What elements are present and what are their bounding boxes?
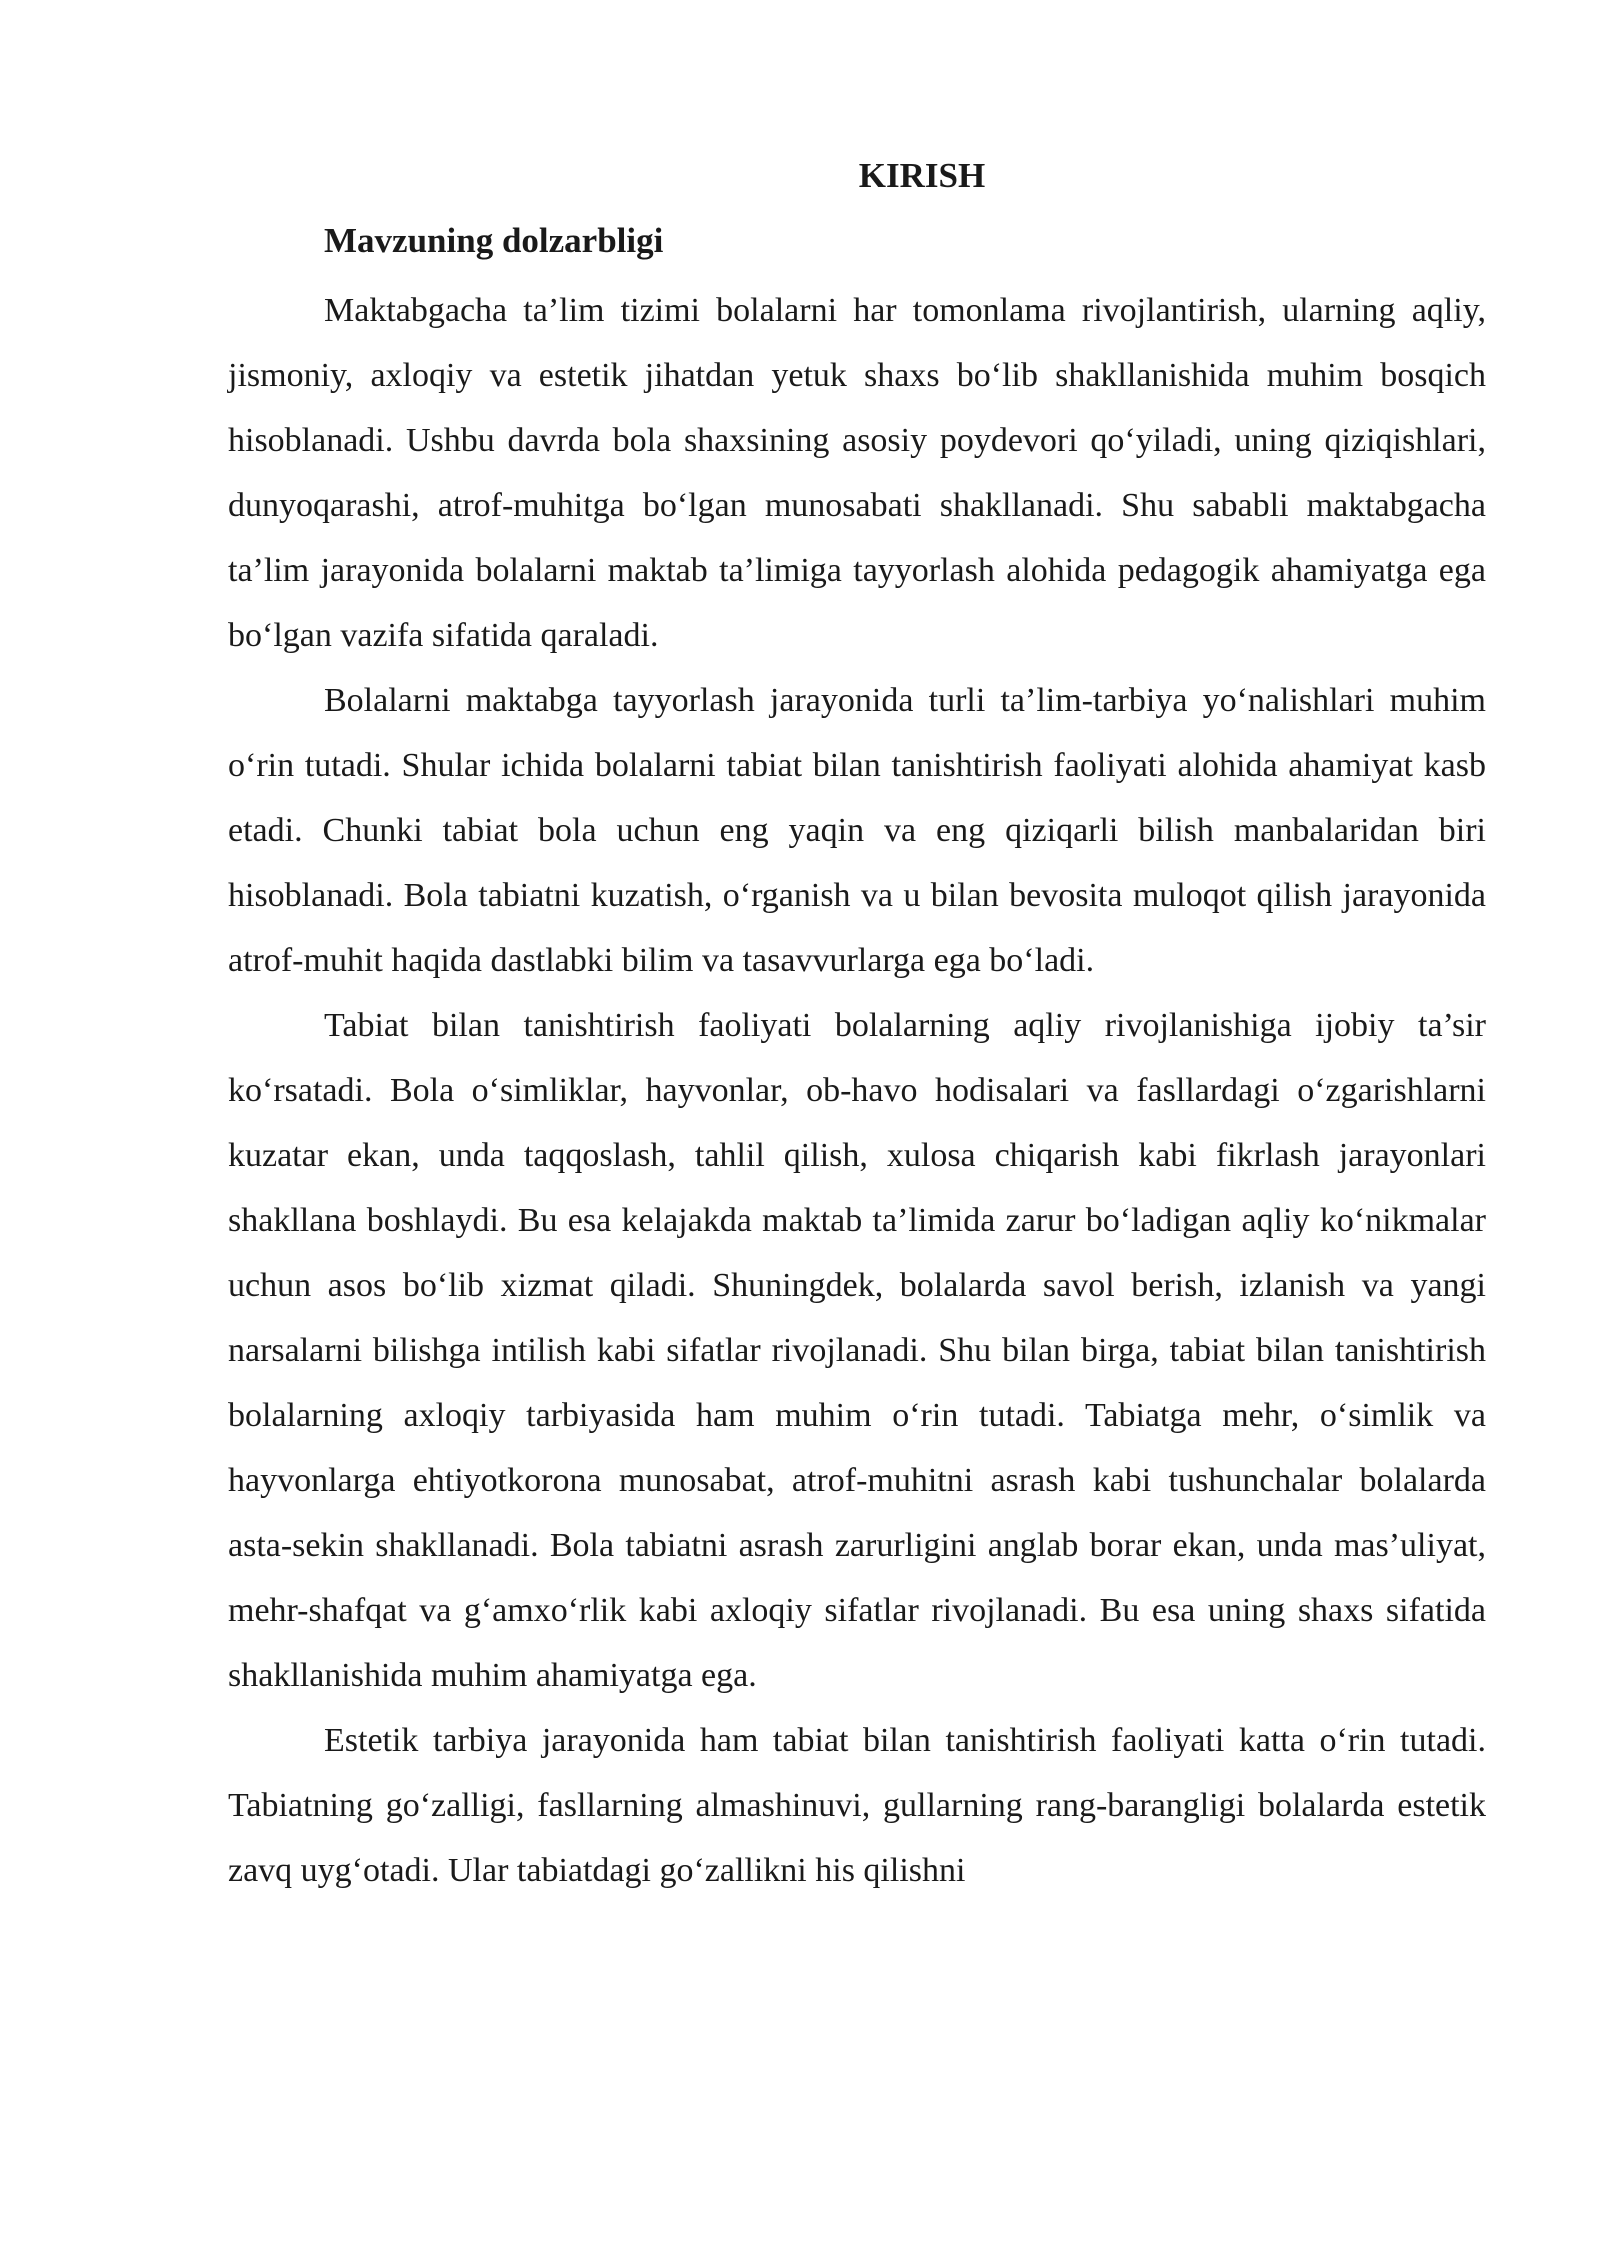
paragraph-1: Maktabgacha ta’lim tizimi bolalarni har tomonlama rivojlantirish, ularning aqliy, jismoniy, axloqiy va estetik jihatdan yetuk shaxs bo‘lib shakllanishida muhim bosqich hisoblanadi. Ushbu davrda bola shaxsining asosiy poydevori qo‘yiladi, uning qiziqishlari, dunyoqarashi, atrof-muhitga bo‘lgan munosabati shakllanadi. Shu sababli maktabgacha ta’lim jarayonida bolalarni maktab ta’limiga tayyorlash alohida pedagogik ahamiyatga ega bo‘lgan vazifa sifatida qaraladi.	[228, 292, 1486, 654]
paragraph-4: Estetik tarbiya jarayonida ham tabiat bilan tanishtirish faoliyati katta o‘rin tutadi. Tabiatning go‘zalligi, fasllarning almashinuvi, gullarning rang-barangligi bolalarda estetik zavq uyg‘otadi. Ular tabiatdagi go‘zallikni his qilishni	[228, 1722, 1486, 1889]
document-body	[228, 148, 1486, 1903]
section-heading: Mavzuning dolzarbligi	[324, 221, 664, 260]
paragraph-3: Tabiat bilan tanishtirish faoliyati bolalarning aqliy rivojlanishiga ijobiy ta’sir ko‘rsatadi. Bola o‘simliklar, hayvonlar, ob-havo hodisalari va fasllardagi o‘zgarishlarni kuzatar ekan, unda taqqoslash, tahlil qilish, xulosa chiqarish kabi fikrlash jarayonlari shakllana boshlaydi. Bu esa kelajakda maktab ta’limida zarur bo‘ladigan aqliy ko‘nikmalar uchun asos bo‘lib xizmat qiladi. Shuningdek, bolalarda savol berish, izlanish va yangi narsalarni bilishga intilish kabi sifatlar rivojlanadi. Shu bilan birga, tabiat bilan tanishtirish bolalarning axloqiy tarbiyasida ham muhim o‘rin tutadi. Tabiatga mehr, o‘simlik va hayvonlarga ehtiyotkorona munosabat, atrof-muhitni asrash kabi tushunchalar bolalarda asta-sekin shakllanadi. Bola tabiatni asrash zarurligini anglab borar ekan, unda mas’uliyat, mehr-shafqat va g‘amxo‘rlik kabi axloqiy sifatlar rivojlanadi. Bu esa uning shaxs sifatida shakllanishida muhim ahamiyatga ega.	[228, 1007, 1486, 1694]
paragraph-2: Bolalarni maktabga tayyorlash jarayonida turli ta’lim-tarbiya yo‘nalishlari muhim o‘rin tutadi. Shular ichida bolalarni tabiat bilan tanishtirish faoliyati alohida ahamiyat kasb etadi. Chunki tabiat bola uchun eng yaqin va eng qiziqarli bilish manbalaridan biri hisoblanadi. Bola tabiatni kuzatish, o‘rganish va u bilan bevosita muloqot qilish jarayonida atrof-muhit haqida dastlabki bilim va tasavvurlarga ega bo‘ladi.	[228, 682, 1486, 979]
document-title: KIRISH	[858, 156, 986, 195]
